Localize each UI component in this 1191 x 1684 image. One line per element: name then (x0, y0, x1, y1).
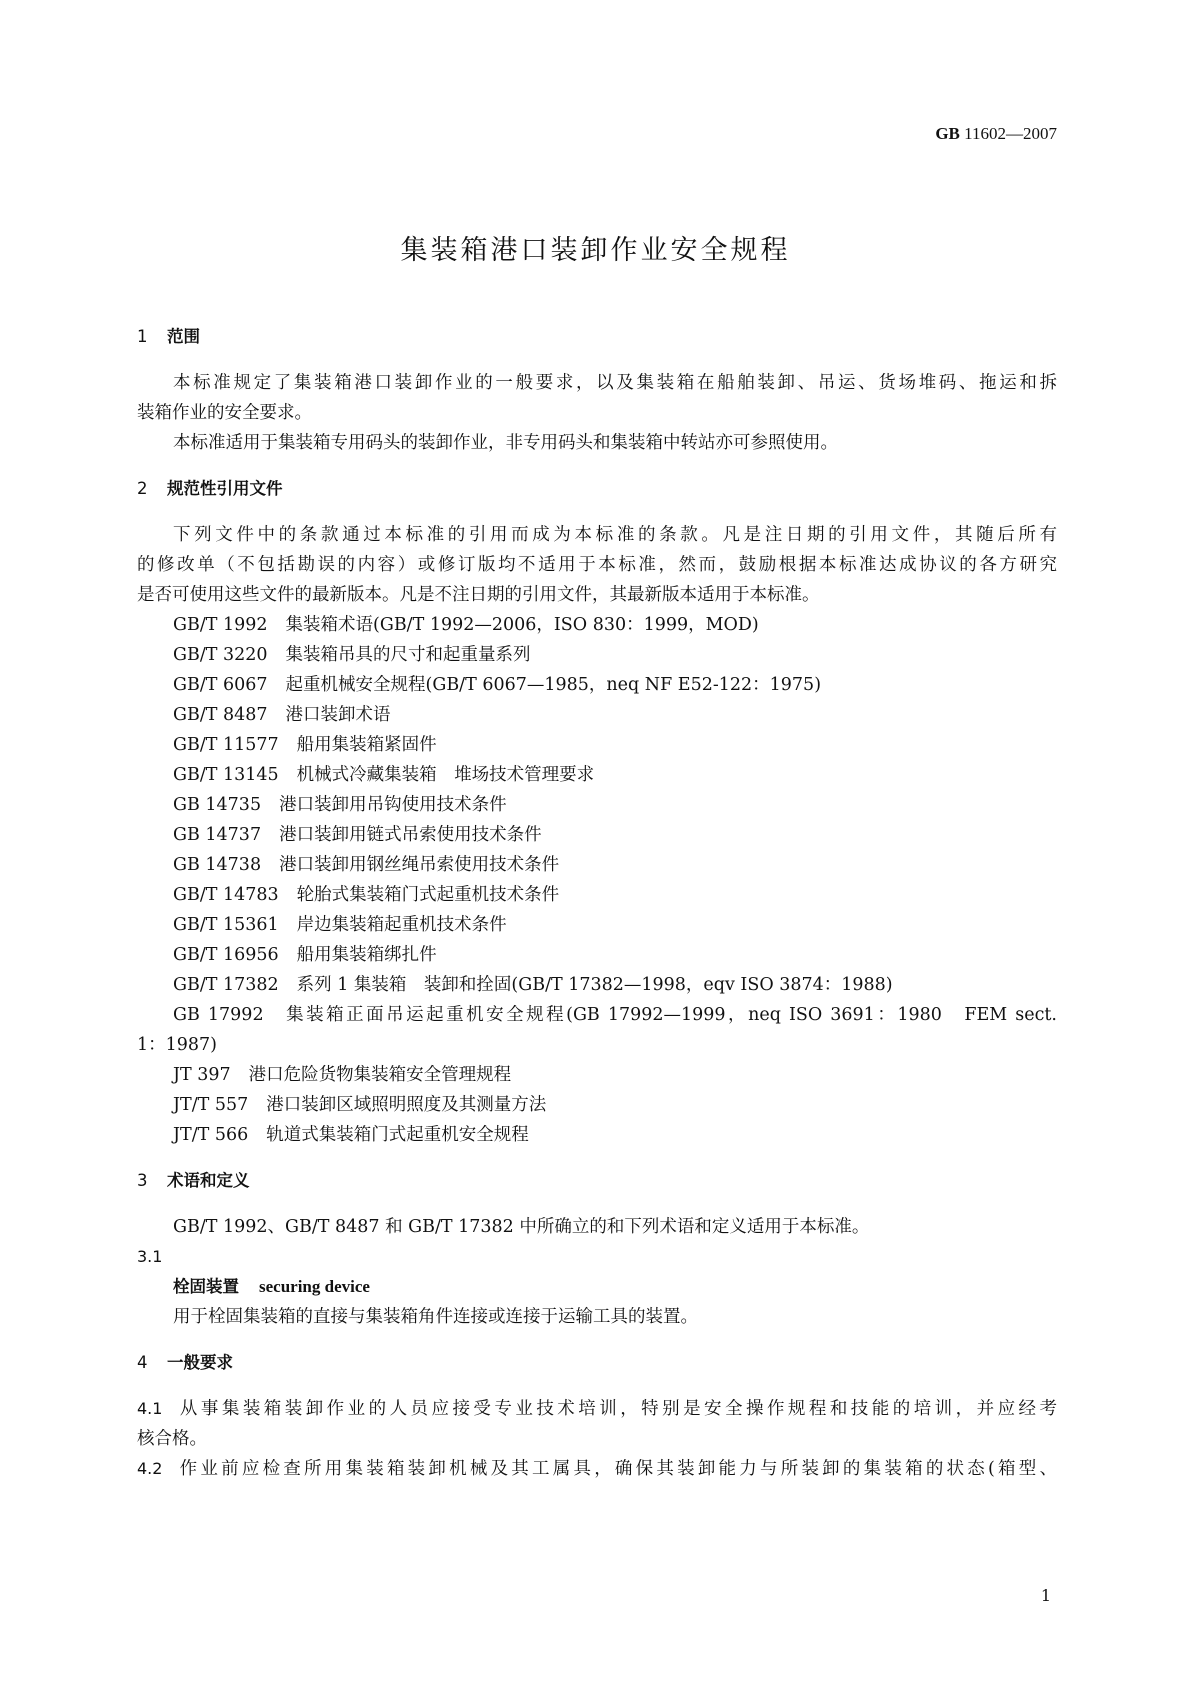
section-4-heading: 4 一般要求 (137, 1353, 233, 1372)
section-1-heading: 1 范围 (137, 327, 200, 346)
section-2-heading: 2 规范性引用文件 (137, 479, 283, 498)
reference-item: JT/T 557 港口装卸区域照明照度及其测量方法 (173, 1095, 547, 1115)
reference-item: JT/T 566 轨道式集装箱门式起重机安全规程 (173, 1125, 529, 1145)
section-2-paragraph-line-2: 的修改单（不包括勘误的内容）或修订版均不适用于本标准，然而，鼓励根据本标准达成协议的各方研究 (137, 555, 1057, 575)
reference-item-long-line-2: 1：1987) (137, 1035, 217, 1055)
reference-item: GB 14737 港口装卸用链式吊索使用技术条件 (173, 825, 542, 845)
section-1-paragraph-1-line-2: 装箱作业的安全要求。 (137, 403, 312, 423)
reference-item: GB/T 17382 系列 1 集装箱 装卸和拴固(GB/T 17382—1998，eqv ISO 3874：1988) (173, 975, 893, 995)
reference-item: GB/T 13145 机械式冷藏集装箱 堆场技术管理要求 (173, 765, 595, 785)
document-body (137, 322, 1057, 1484)
reference-item: GB 14735 港口装卸用吊钩使用技术条件 (173, 795, 507, 815)
clause-4-1-line-2: 核合格。 (137, 1429, 207, 1449)
document-title: 集装箱港口装卸作业安全规程 (400, 235, 791, 266)
reference-item: GB/T 8487 港口装卸术语 (173, 705, 391, 725)
term-chinese: 栓固装置 (173, 1277, 239, 1296)
section-3-heading: 3 术语和定义 (137, 1171, 250, 1190)
reference-item: GB/T 16956 船用集装箱绑扎件 (173, 945, 437, 965)
page-number: 1 (1040, 1586, 1051, 1605)
section-2-paragraph-line-3: 是否可使用这些文件的最新版本。凡是不注日期的引用文件，其最新版本适用于本标准。 (137, 585, 820, 605)
reference-item: GB/T 3220 集装箱吊具的尺寸和起重量系列 (173, 645, 531, 665)
standard-code: GB 11602—2007 (935, 124, 1057, 143)
term-english: securing device (259, 1277, 370, 1296)
term-definition: 用于栓固集装箱的直接与集装箱角件连接或连接于运输工具的装置。 (173, 1307, 698, 1327)
reference-item: GB/T 11577 船用集装箱紧固件 (173, 735, 437, 755)
reference-item: GB 14738 港口装卸用钢丝绳吊索使用技术条件 (173, 855, 560, 875)
reference-item: GB/T 14783 轮胎式集装箱门式起重机技术条件 (173, 885, 560, 905)
section-1-paragraph-2: 本标准适用于集装箱专用码头的装卸作业，非专用码头和集装箱中转站亦可参照使用。 (173, 433, 838, 453)
section-1-paragraph-1-line-1: 本标准规定了集装箱港口装卸作业的一般要求，以及集装箱在船舶装卸、吊运、货场堆码、拖运和拆 (173, 373, 1057, 393)
term-entry (137, 1272, 1057, 1302)
clause-4-1-line-1: 4.1 从事集装箱装卸作业的人员应接受专业技术培训，特别是安全操作规程和技能的培训，并应经考 (137, 1399, 1057, 1419)
reference-item: JT 397 港口危险货物集装箱安全管理规程 (173, 1065, 512, 1085)
reference-item: GB/T 15361 岸边集装箱起重机技术条件 (173, 915, 507, 935)
reference-item-long-line-1: GB 17992 集装箱正面吊运起重机安全规程(GB 17992—1999，neq ISO 3691：1980 FEM sect. (173, 1005, 1057, 1025)
section-3-paragraph: GB/T 1992、GB/T 8487 和 GB/T 17382 中所确立的和下列术语和定义适用于本标准。 (173, 1217, 870, 1237)
clause-4-2-line-1: 4.2 作业前应检查所用集装箱装卸机械及其工属具，确保其装卸能力与所装卸的集装箱的状态(箱型、 (137, 1459, 1057, 1479)
reference-item: GB/T 1992 集装箱术语(GB/T 1992—2006，ISO 830：1999，MOD) (173, 615, 759, 635)
reference-item: GB/T 6067 起重机械安全规程(GB/T 6067—1985，neq NF E52-122：1975) (173, 675, 822, 695)
section-2-paragraph-line-1: 下列文件中的条款通过本标准的引用而成为本标准的条款。凡是注日期的引用文件，其随后所有 (173, 525, 1057, 545)
clause-3-1-number: 3.1 (137, 1247, 163, 1266)
